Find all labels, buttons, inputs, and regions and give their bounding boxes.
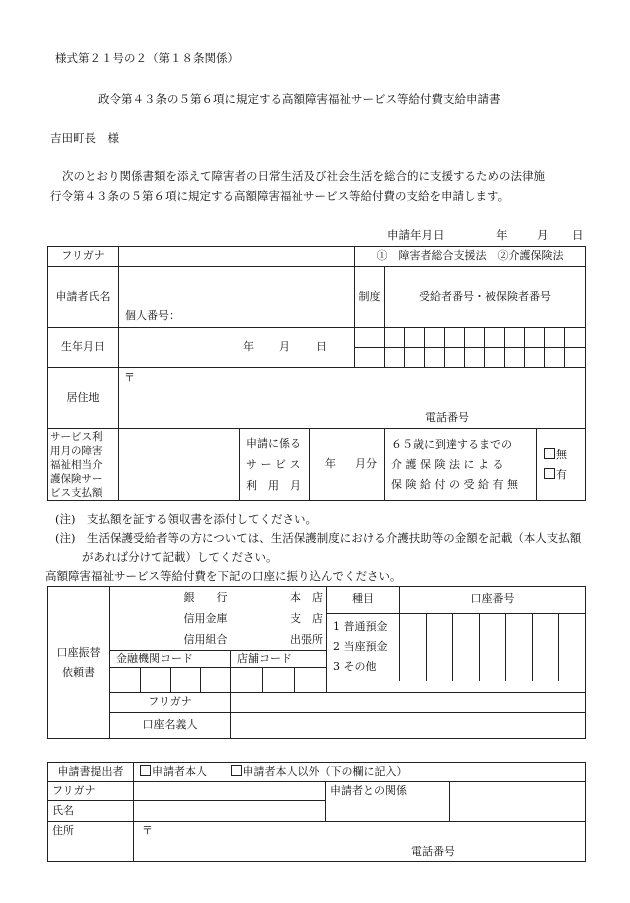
number-digit-cell[interactable]	[385, 328, 405, 347]
service-amount-line: 福祉相当介	[50, 458, 103, 471]
service-amount-line: 用月の障害	[50, 444, 103, 457]
number-digit-cell[interactable]	[465, 328, 485, 347]
number-digit-cell[interactable]	[485, 347, 505, 367]
service-month-line: 利 用 月	[246, 479, 301, 492]
option-none[interactable]	[544, 445, 567, 465]
service-amount-line: ビス支払額	[50, 486, 103, 499]
branch-code-digit[interactable]	[231, 668, 263, 693]
branch-type-options[interactable]	[231, 587, 327, 651]
service-month-unit: 月分	[355, 457, 377, 470]
checkbox-icon[interactable]	[231, 765, 242, 776]
transfer-request: 高額障害福祉サービス等給付費を下記の口座に振り込んでください。	[45, 569, 402, 583]
institution-code-cell	[110, 651, 231, 693]
system-cell[interactable]	[355, 328, 385, 347]
birth-month-label: 月	[279, 340, 290, 353]
bank-type-kumiai: 信用組合	[183, 633, 228, 646]
branch-code-digit[interactable]	[294, 668, 326, 693]
number-digit-cell[interactable]	[425, 347, 445, 367]
application-date-month: 月	[537, 228, 549, 242]
bank-type-shinkin: 信用金庫	[183, 612, 228, 625]
relationship-label: 申請者との関係	[326, 782, 450, 822]
intro-text-line1: 次のとおり関係書類を添えて障害者の日常生活及び社会生活を総合的に支援するための法律施	[62, 169, 545, 183]
number-digit-cell[interactable]	[405, 328, 425, 347]
account-furigana-field[interactable]	[231, 693, 586, 713]
recipient-number-grid	[355, 328, 586, 368]
submitter-postal-mark: 〒	[142, 824, 153, 837]
number-digit-cell[interactable]	[545, 328, 565, 347]
number-digit-cell[interactable]	[445, 347, 465, 367]
branch-type-branch: 支 店	[290, 612, 323, 625]
residence-label: 居住地	[48, 368, 119, 429]
note-1: (注) 支払額を証する領収書を添付してください。	[55, 512, 317, 526]
submitter-name-field[interactable]	[134, 801, 326, 822]
service-year-label: 年	[325, 457, 336, 470]
number-digit-cell[interactable]	[565, 328, 585, 347]
service-month-label	[240, 429, 310, 501]
phone-label: 電話番号	[425, 411, 469, 424]
account-digit-cell[interactable]	[506, 613, 533, 681]
option-yes[interactable]	[544, 465, 567, 485]
option-none-label: 無	[556, 448, 568, 461]
account-type-options[interactable]	[327, 613, 400, 681]
account-digit-cell[interactable]	[559, 613, 586, 681]
account-digit-cell[interactable]	[400, 613, 427, 681]
bank-transfer-table	[47, 586, 586, 739]
account-type-current: 2 当座預金	[333, 640, 388, 654]
number-digit-cell[interactable]	[545, 347, 565, 367]
submitter-name-label: 氏名	[48, 801, 134, 822]
law-options: ① 障害者総合支援法 ②介護保険法	[355, 247, 586, 267]
transfer-label-line: 口座振替	[56, 645, 101, 659]
service-amount-line: 護保険サー	[50, 472, 103, 485]
number-digit-cell[interactable]	[385, 347, 405, 367]
account-type-other: 3 その他	[333, 660, 377, 674]
application-date-day: 日	[572, 228, 584, 242]
service-month-field[interactable]	[310, 429, 385, 501]
account-type-header: 種目	[327, 587, 400, 613]
account-digit-cell[interactable]	[532, 613, 559, 681]
branch-type-main: 本 店	[290, 591, 323, 604]
institution-code-digit[interactable]	[110, 668, 140, 693]
branch-code-label: 店舗コード	[237, 652, 292, 665]
care-insurance-line: 介 護 保 険 法 に よ る	[391, 458, 504, 471]
application-date-year: 年	[496, 228, 508, 242]
submitter-address-field[interactable]	[134, 822, 586, 862]
submitter-table	[47, 762, 586, 862]
account-furigana-label: フリガナ	[110, 693, 231, 713]
checkbox-icon[interactable]	[544, 468, 555, 479]
intro-text-line2: 行令第４３条の５第６項に規定する高額障害福祉サービス等給付費の支給を申請します。	[50, 189, 510, 203]
number-digit-cell[interactable]	[465, 347, 485, 367]
furigana-label: フリガナ	[48, 247, 119, 267]
addressee: 吉田町長 様	[50, 131, 119, 145]
birth-year-label: 年	[243, 340, 254, 353]
submitter-address-label: 住所	[48, 822, 134, 862]
care-insurance-cell	[385, 429, 586, 501]
number-digit-cell[interactable]	[525, 347, 545, 367]
service-month-line: 申請に係る	[246, 437, 301, 450]
institution-code-digit[interactable]	[170, 668, 200, 693]
transfer-label-line: 依頼書	[62, 665, 95, 679]
birth-date-label: 生年月日	[48, 328, 119, 368]
birth-date-field[interactable]	[119, 328, 355, 368]
number-digit-cell[interactable]	[525, 328, 545, 347]
service-amount-line: サービス利	[50, 430, 103, 443]
account-section	[327, 587, 586, 693]
note-2-line1: (注) 生活保護受給者等の方については、生活保護制度における介護扶助等の金額を記載（本人支払額	[55, 531, 582, 545]
account-type-ordinary: 1 普通預金	[333, 620, 388, 634]
branch-type-office: 出張所	[290, 633, 323, 646]
institution-code-digit[interactable]	[200, 668, 230, 693]
number-digit-cell[interactable]	[425, 328, 445, 347]
institution-code-label: 金融機関コード	[116, 652, 193, 665]
submitter-label: 申請書提出者	[48, 763, 134, 782]
submitter-phone-label: 電話番号	[411, 845, 455, 858]
submitter-furigana-field[interactable]	[134, 782, 326, 801]
care-insurance-line: ６５歳に到達するまでの	[391, 438, 513, 451]
option-self[interactable]	[140, 765, 207, 778]
checkbox-icon[interactable]	[544, 448, 555, 459]
birth-day-label: 日	[316, 340, 327, 353]
form-number: 様式第２１号の２（第１８条関係）	[55, 51, 239, 65]
checkbox-icon[interactable]	[140, 765, 151, 776]
number-digit-cell[interactable]	[485, 328, 505, 347]
account-holder-field[interactable]	[231, 713, 586, 739]
option-other[interactable]	[231, 765, 408, 778]
service-amount-field[interactable]	[119, 429, 240, 501]
number-digit-cell[interactable]	[405, 347, 425, 367]
number-digit-cell[interactable]	[505, 347, 525, 367]
submitter-options	[134, 763, 586, 782]
form-title: 政令第４３条の５第６項に規定する高額障害福祉サービス等給付費支給申請書	[98, 92, 501, 106]
submitter-furigana-label: フリガナ	[48, 782, 134, 801]
bank-type-options[interactable]	[110, 587, 231, 651]
applicant-name-label: 申請者氏名	[48, 267, 119, 328]
residence-field[interactable]	[119, 368, 586, 429]
option-yes-label: 有	[556, 468, 568, 481]
recipient-number-label: 受給者番号・被保険者番号	[385, 267, 586, 328]
system-cell[interactable]	[355, 347, 385, 367]
account-digit-cell[interactable]	[479, 613, 506, 681]
postal-mark: 〒	[124, 371, 135, 384]
number-digit-cell[interactable]	[445, 328, 465, 347]
applicant-name-field[interactable]	[119, 267, 355, 328]
application-date-label: 申請年月日	[387, 228, 445, 242]
account-holder-label: 口座名義人	[110, 713, 231, 739]
care-insurance-question	[385, 429, 537, 501]
institution-code-digit[interactable]	[140, 668, 170, 693]
note-2-line2: があれば分けて記載）してください。	[82, 550, 278, 564]
number-digit-cell[interactable]	[565, 347, 585, 367]
care-insurance-line: 保 険 給 付 の 受 給 有 無	[391, 478, 518, 491]
option-self-label: 申請者本人	[152, 764, 207, 778]
system-label: 制度	[355, 267, 385, 328]
account-digit-cell[interactable]	[426, 613, 453, 681]
main-application-table	[47, 246, 586, 501]
account-digit-cell[interactable]	[453, 613, 480, 681]
relationship-field[interactable]	[450, 782, 586, 822]
branch-code-digit[interactable]	[263, 668, 295, 693]
furigana-field[interactable]	[119, 247, 355, 267]
number-digit-cell[interactable]	[505, 328, 525, 347]
bank-type-bank: 銀 行	[183, 591, 228, 604]
care-insurance-options	[544, 445, 567, 485]
transfer-label	[48, 587, 110, 739]
branch-code-cell	[231, 651, 327, 693]
personal-number-label: 個人番号：	[125, 309, 180, 323]
service-month-line: サ ー ビ ス	[246, 458, 301, 471]
account-number-header: 口座番号	[400, 587, 586, 613]
service-amount-label	[48, 429, 119, 501]
option-other-label: 申請者本人以外（下の欄に記入）	[242, 764, 408, 778]
